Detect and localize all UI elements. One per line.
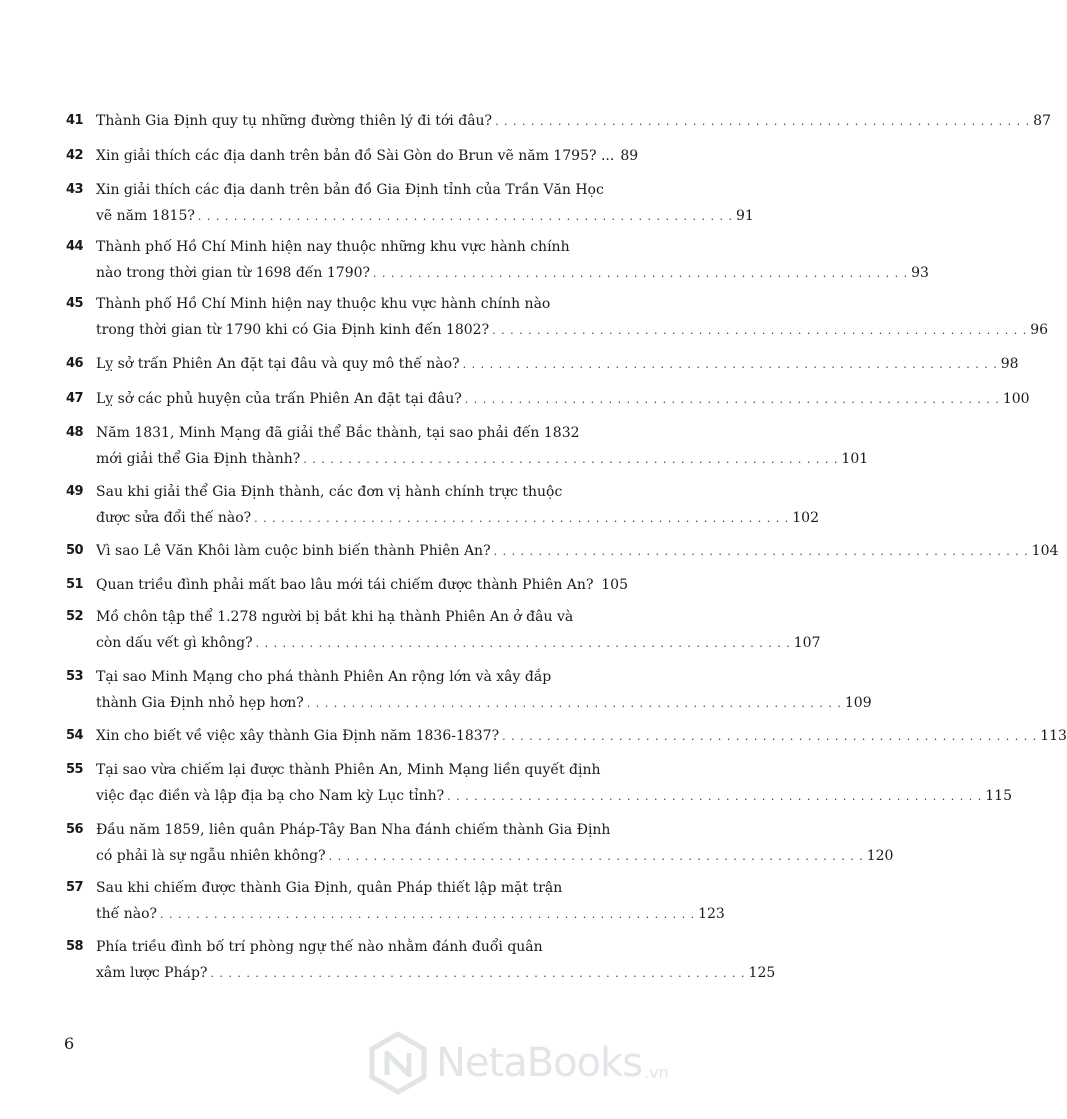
entry-title-cont: có phải là sự ngẫu nhiên không?: [96, 848, 326, 864]
entry-title-cont: còn dấu vết gì không?: [96, 635, 253, 651]
entry-number: 49: [66, 484, 84, 499]
entry-title: Mồ chôn tập thể 1.278 người bị bắt khi hạ thành Phiên An ở đâu và: [96, 609, 574, 625]
entry-title-cont: được sửa đổi thế nào?: [96, 510, 252, 526]
entry-number: 43: [66, 182, 84, 197]
watermark-suffix: .vn: [644, 1062, 669, 1082]
entry-title: Xin giải thích các địa danh trên bản đồ Sài Gòn do Brun vẽ năm 1795? ...: [96, 148, 615, 164]
entry-title: Tại sao Minh Mạng cho phá thành Phiên An rộng lớn và xây đắp: [96, 669, 552, 685]
entry-title: Năm 1831, Minh Mạng đã giải thể Bắc thành, tại sao phải đến 1832: [96, 425, 580, 441]
entry-number: 41: [66, 113, 84, 128]
entry-page: 96: [1030, 322, 1049, 338]
entry-title: Sau khi giải thể Gia Định thành, các đơn vị hành chính trực thuộc: [96, 484, 563, 500]
entry-number: 52: [66, 609, 84, 624]
entry-page: 101: [841, 451, 869, 467]
entry-page: 120: [866, 848, 894, 864]
entry-number: 44: [66, 239, 84, 254]
entry-title: Lỵ sở trấn Phiên An đặt tại đâu và quy mô thế nào?: [96, 356, 460, 372]
entry-title: Thành Gia Định quy tụ những đường thiên lý đi tới đâu?: [96, 113, 493, 129]
entry-number: 55: [66, 762, 84, 777]
entry-title: Đầu năm 1859, liên quân Pháp-Tây Ban Nha đánh chiếm thành Gia Định: [96, 822, 611, 838]
entry-title: Tại sao vừa chiếm lại được thành Phiên An, Minh Mạng liền quyết định: [96, 762, 601, 778]
entry-number: 53: [66, 669, 84, 684]
entry-title: Lỵ sở các phủ huyện của trấn Phiên An đặt tại đâu?: [96, 391, 462, 407]
entry-title-cont: trong thời gian từ 1790 khi có Gia Định kinh đến 1802?: [96, 322, 490, 338]
entry-number: 45: [66, 296, 84, 311]
entry-page: 115: [985, 788, 1012, 804]
entry-number: 56: [66, 822, 84, 837]
entry-page: 91: [735, 208, 754, 224]
entry-title-cont: thành Gia Định nhỏ hẹp hơn?: [96, 695, 304, 711]
entry-title: Sau khi chiếm được thành Gia Định, quân Pháp thiết lập mặt trận: [96, 880, 563, 896]
entry-page: 113: [1040, 728, 1067, 744]
entry-title-cont: vẽ năm 1815?: [96, 208, 195, 224]
entry-title: Quan triều đình phải mất bao lâu mới tái chiếm được thành Phiên An?: [96, 577, 594, 593]
entry-page: 107: [793, 635, 821, 651]
entry-title: Vì sao Lê Văn Khôi làm cuộc binh biến thành Phiên An?: [96, 543, 491, 559]
entry-page: 123: [698, 906, 725, 922]
entry-title: Thành phố Hồ Chí Minh hiện nay thuộc những khu vực hành chính: [96, 239, 570, 255]
entry-number: 54: [66, 728, 84, 743]
entry-number: 42: [66, 148, 84, 163]
entry-page: 100: [1002, 391, 1030, 407]
entry-page: 104: [1031, 543, 1059, 559]
entry-number: 48: [66, 425, 84, 440]
entry-title-cont: nào trong thời gian từ 1698 đến 1790?: [96, 265, 371, 281]
entry-page: 109: [844, 695, 872, 711]
netabooks-watermark: [366, 1028, 692, 1098]
entry-number: 58: [66, 939, 84, 954]
entry-title-cont: mới giải thể Gia Định thành?: [96, 451, 301, 467]
entry-number: 51: [66, 577, 84, 592]
entry-number: 50: [66, 543, 84, 558]
table-of-contents: 41 Thành Gia Định quy tụ những đường thiên lý đi tới đâu? . . . . . . . . . . . . . . . . . . . . . . . . . . . . . . . . . . . . . . . . . . . . . . . . . . . . . . . . . . . . 87 42 Xin giải thích các địa danh trên bản đồ Sài Gòn do Brun vẽ năm 1795? ... 89 43 Xin giải thích các địa danh trên bản đồ Gia Định tỉnh của Trần Văn Học vẽ năm 1815? . . . . . . . . . . . . . . . . . . . . . . . . . . . . . . . . . . . . . . . . . . . . . . . . . . . . . . . . . . . . 91 44 Thành phố Hồ Chí Minh hiện nay thuộc những khu vực hành chính nào trong thời gian từ 1698 đến 1790? . . . . . . . . . . . . . . . . . . . . . . . . . . . . . . . . . . . . . . . . . . . . . . . . . . . . . . . . . . . . 93 45 Thành phố Hồ Chí Minh hiện nay thuộc khu vực hành chính nào trong thời gian từ 1790 khi có Gia Định kinh đến 1802? . . . . . . . . . . . . . . . . . . . . . . . . . . . . . . . . . . . . . . . . . . . . . . . . . . . . . . . . . . . . 96 46 Lỵ sở trấn Phiên An đặt tại đâu và quy mô thế nào? . . . . . . . . . . . . . . . . . . . . . . . . . . . . . . . . . . . . . . . . . . . . . . . . . . . . . . . . . . . . 98 47 Lỵ sở các phủ huyện của trấn Phiên An đặt tại đâu? . . . . . . . . . . . . . . . . . . . . . . . . . . . . . . . . . . . . . . . . . . . . . . . . . . . . . . . . . . . . 100 48 Năm 1831, Minh Mạng đã giải thể Bắc thành, tại sao phải đến 1832 mới giải thể Gia Định thành? . . . . . . . . . . . . . . . . . . . . . . . . . . . . . . . . . . . . . . . . . . . . . . . . . . . . . . . . . . . . 101 49 Sau khi giải thể Gia Định thành, các đơn vị hành chính trực thuộc được sửa đổi thế nào? . . . . . . . . . . . . . . . . . . . . . . . . . . . . . . . . . . . . . . . . . . . . . . . . . . . . . . . . . . . . 102 50 Vì sao Lê Văn Khôi làm cuộc binh biến thành Phiên An? . . . . . . . . . . . . . . . . . . . . . . . . . . . . . . . . . . . . . . . . . . . . . . . . . . . . . . . . . . . . 104 51 Quan triều đình phải mất bao lâu mới tái chiếm được thành Phiên An? 105 52 Mồ chôn tập thể 1.278 người bị bắt khi hạ thành Phiên An ở đâu và còn dấu vết gì không? . . . . . . . . . . . . . . . . . . . . . . . . . . . . . . . . . . . . . . . . . . . . . . . . . . . . . . . . . . . . 107 53 Tại sao Minh Mạng cho phá thành Phiên An rộng lớn và xây đắp thành Gia Định nhỏ hẹp hơn? . . . . . . . . . . . . . . . . . . . . . . . . . . . . . . . . . . . . . . . . . . . . . . . . . . . . . . . . . . . . 109 54 Xin cho biết về việc xây thành Gia Định năm 1836-1837? . . . . . . . . . . . . . . . . . . . . . . . . . . . . . . . . . . . . . . . . . . . . . . . . . . . . . . . . . . . . 113 55 Tại sao vừa chiếm lại được thành Phiên An, Minh Mạng liền quyết định việc đạc điền và lập địa bạ cho Nam kỳ Lục tỉnh? . . . . . . . . . . . . . . . . . . . . . . . . . . . . . . . . . . . . . . . . . . . . . . . . . . . . . . . . . . . . 115 56 Đầu năm 1859, liên quân Pháp-Tây Ban Nha đánh chiếm thành Gia Định có phải là sự ngẫu nhiên không? . . . . . . . . . . . . . . . . . . . . . . . . . . . . . . . . . . . . . . . . . . . . . . . . . . . . . . . . . . . . 120 57 Sau khi chiếm được thành Gia Định, quân Pháp thiết lập mặt trận thế nào? . . . . . . . . . . . . . . . . . . . . . . . . . . . . . . . . . . . . . . . . . . . . . . . . . . . . . . . . . . . . 123 58 Phía triều đình bố trí phòng ngự thế nào nhằm đánh đuổi quân xâm lược Pháp? . . . . . . . . . . . . . . . . . . . . . . . . . . . . . . . . . . . . . . . . . . . . . . . . . . . . . . . . . . . . 125: [0, 0, 700, 1119]
entry-title: Thành phố Hồ Chí Minh hiện nay thuộc khu vực hành chính nào: [96, 296, 551, 312]
entry-title-cont: xâm lược Pháp?: [96, 965, 208, 981]
entry-title: Xin giải thích các địa danh trên bản đồ Gia Định tỉnh của Trần Văn Học: [96, 182, 604, 198]
netabooks-logo-icon: [366, 1031, 430, 1095]
entry-page: 105: [601, 577, 628, 593]
entry-page: 89: [620, 148, 639, 164]
entry-page: 125: [748, 965, 776, 981]
entry-page: 87: [1033, 113, 1051, 129]
entry-title-cont: việc đạc điền và lập địa bạ cho Nam kỳ Lục tỉnh?: [96, 788, 445, 804]
entry-page: 98: [1000, 356, 1019, 372]
entry-title: Xin cho biết về việc xây thành Gia Định năm 1836-1837?: [96, 728, 500, 744]
entry-number: 46: [66, 356, 84, 371]
entry-number: 57: [66, 880, 84, 895]
entry-number: 47: [66, 391, 84, 406]
watermark-text: NetaBooks: [436, 1040, 643, 1086]
entry-title-cont: thế nào?: [96, 906, 158, 922]
entry-page: 93: [911, 265, 929, 281]
entry-page: 102: [792, 510, 819, 526]
page-number: 6: [64, 1034, 75, 1053]
entry-title: Phía triều đình bố trí phòng ngự thế nào nhằm đánh đuổi quân: [96, 939, 543, 955]
